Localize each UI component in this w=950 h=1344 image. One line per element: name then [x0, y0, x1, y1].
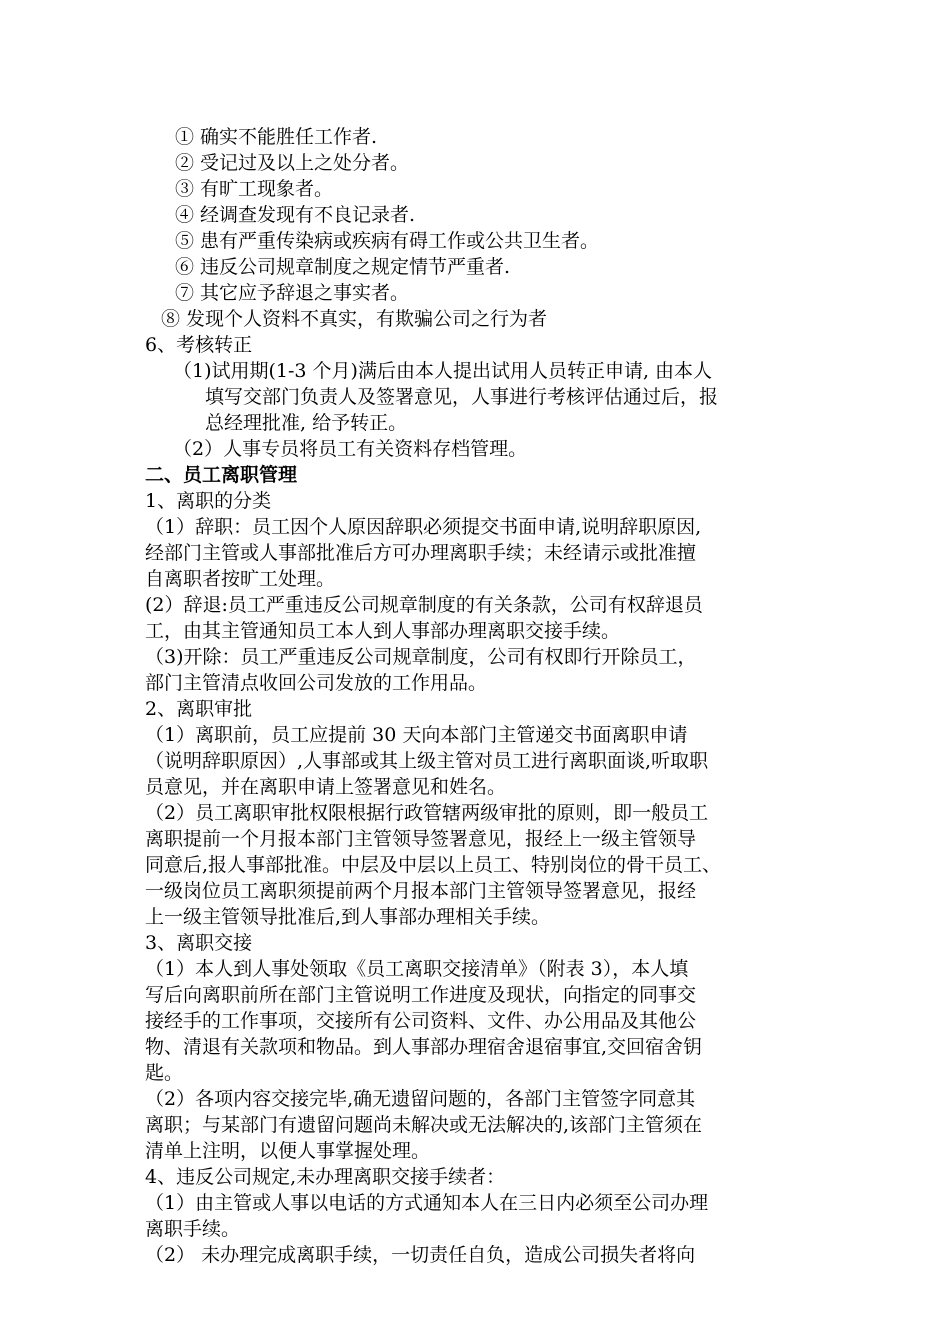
text-line: （说明辞职原因）,人事部或其上级主管对员工进行离职面谈,听取职	[145, 750, 709, 772]
text-line: 一级岗位员工离职须提前两个月报本部门主管领导签署意见，报经	[145, 880, 697, 902]
text-line: ⑥ 违反公司规章制度之规定情节严重者.	[175, 256, 511, 278]
text-line: 经部门主管或人事部批准后方可办理离职手续；未经请示或批准擅	[145, 542, 697, 564]
document-body	[145, 124, 810, 1268]
text-line: ④ 经调查发现有不良记录者.	[175, 204, 416, 226]
text-line: 同意后,报人事部批准。中层及中层以上员工、特别岗位的骨干员工、	[145, 854, 722, 876]
section-heading: 二、员工离职管理	[145, 464, 298, 486]
text-line: 部门主管清点收回公司发放的工作用品。	[145, 672, 488, 694]
text-line: （1）离职前，员工应提前 30 天向本部门主管递交书面离职申请	[145, 724, 688, 746]
text-line: （2）各项内容交接完毕,确无遗留问题的，各部门主管签字同意其	[145, 1088, 696, 1110]
text-line: （2） 未办理完成离职手续，一切责任自负，造成公司损失者将向	[145, 1244, 696, 1266]
text-line: ⑤ 患有严重传染病或疾病有碍工作或公共卫生者。	[175, 230, 600, 252]
text-line: 员意见，并在离职申请上签署意见和姓名。	[145, 776, 507, 798]
text-line: 6、考核转正	[145, 334, 253, 356]
text-line: (2）辞退:员工严重违反公司规章制度的有关条款，公司有权辞退员	[145, 594, 703, 616]
text-line: ⑧ 发现个人资料不真实，有欺骗公司之行为者	[161, 308, 548, 330]
text-line: 3、离职交接	[145, 932, 253, 954]
text-line: （1）由主管或人事以电话的方式通知本人在三日内必须至公司办理	[145, 1192, 709, 1214]
text-line: （1)试用期(1-3 个月)满后由本人提出试用人员转正申请, 由本人	[173, 360, 713, 382]
text-line: 上一级主管领导批准后,到人事部办理相关手续。	[145, 906, 551, 928]
text-line: 4、违反公司规定,未办理离职交接手续者：	[145, 1166, 506, 1188]
text-line: ⑦ 其它应予辞退之事实者。	[175, 282, 410, 304]
text-line: 自离职者按旷工处理。	[145, 568, 336, 590]
text-line: 1、离职的分类	[145, 490, 272, 512]
text-line: 物、清退有关款项和物品。到人事部办理宿舍退宿事宜,交回宿舍钥	[145, 1036, 703, 1058]
text-line: ① 确实不能胜任工作者.	[175, 126, 378, 148]
text-line: 工，由其主管通知员工本人到人事部办理离职交接手续。	[145, 620, 621, 642]
text-line: 匙。	[145, 1062, 184, 1084]
text-line: （3)开除：员工严重违反公司规章制度，公司有权即行开除员工，	[145, 646, 697, 668]
text-line: 离职提前一个月报本部门主管领导签署意见，报经上一级主管领导	[145, 828, 697, 850]
text-line: 写后向离职前所在部门主管说明工作进度及现状，向指定的同事交	[145, 984, 697, 1006]
text-line: 接经手的工作事项，交接所有公司资料、文件、办公用品及其他公	[145, 1010, 697, 1032]
text-line: 离职手续。	[145, 1218, 241, 1240]
text-line: （1）辞职：员工因个人原因辞职必须提交书面申请,说明辞职原因,	[145, 516, 702, 538]
text-line: 2、离职审批	[145, 698, 253, 720]
text-line: （1）本人到人事处领取《员工离职交接清单》（附表 3），本人填	[145, 958, 689, 980]
text-line: 离职；与某部门有遗留问题尚未解决或无法解决的,该部门主管须在	[145, 1114, 703, 1136]
text-line: （2）人事专员将员工有关资料存档管理。	[173, 438, 528, 460]
text-line: （2）员工离职审批权限根据行政管辖两级审批的原则，即一般员工	[145, 802, 709, 824]
text-line: 清单上注明，以便人事掌握处理。	[145, 1140, 431, 1162]
text-line: 填写交部门负责人及签署意见，人事进行考核评估通过后，报	[205, 386, 719, 408]
text-line: 总经理批准, 给予转正。	[205, 412, 408, 434]
text-line: ③ 有旷工现象者。	[175, 178, 334, 200]
text-line: ② 受记过及以上之处分者。	[175, 152, 410, 174]
